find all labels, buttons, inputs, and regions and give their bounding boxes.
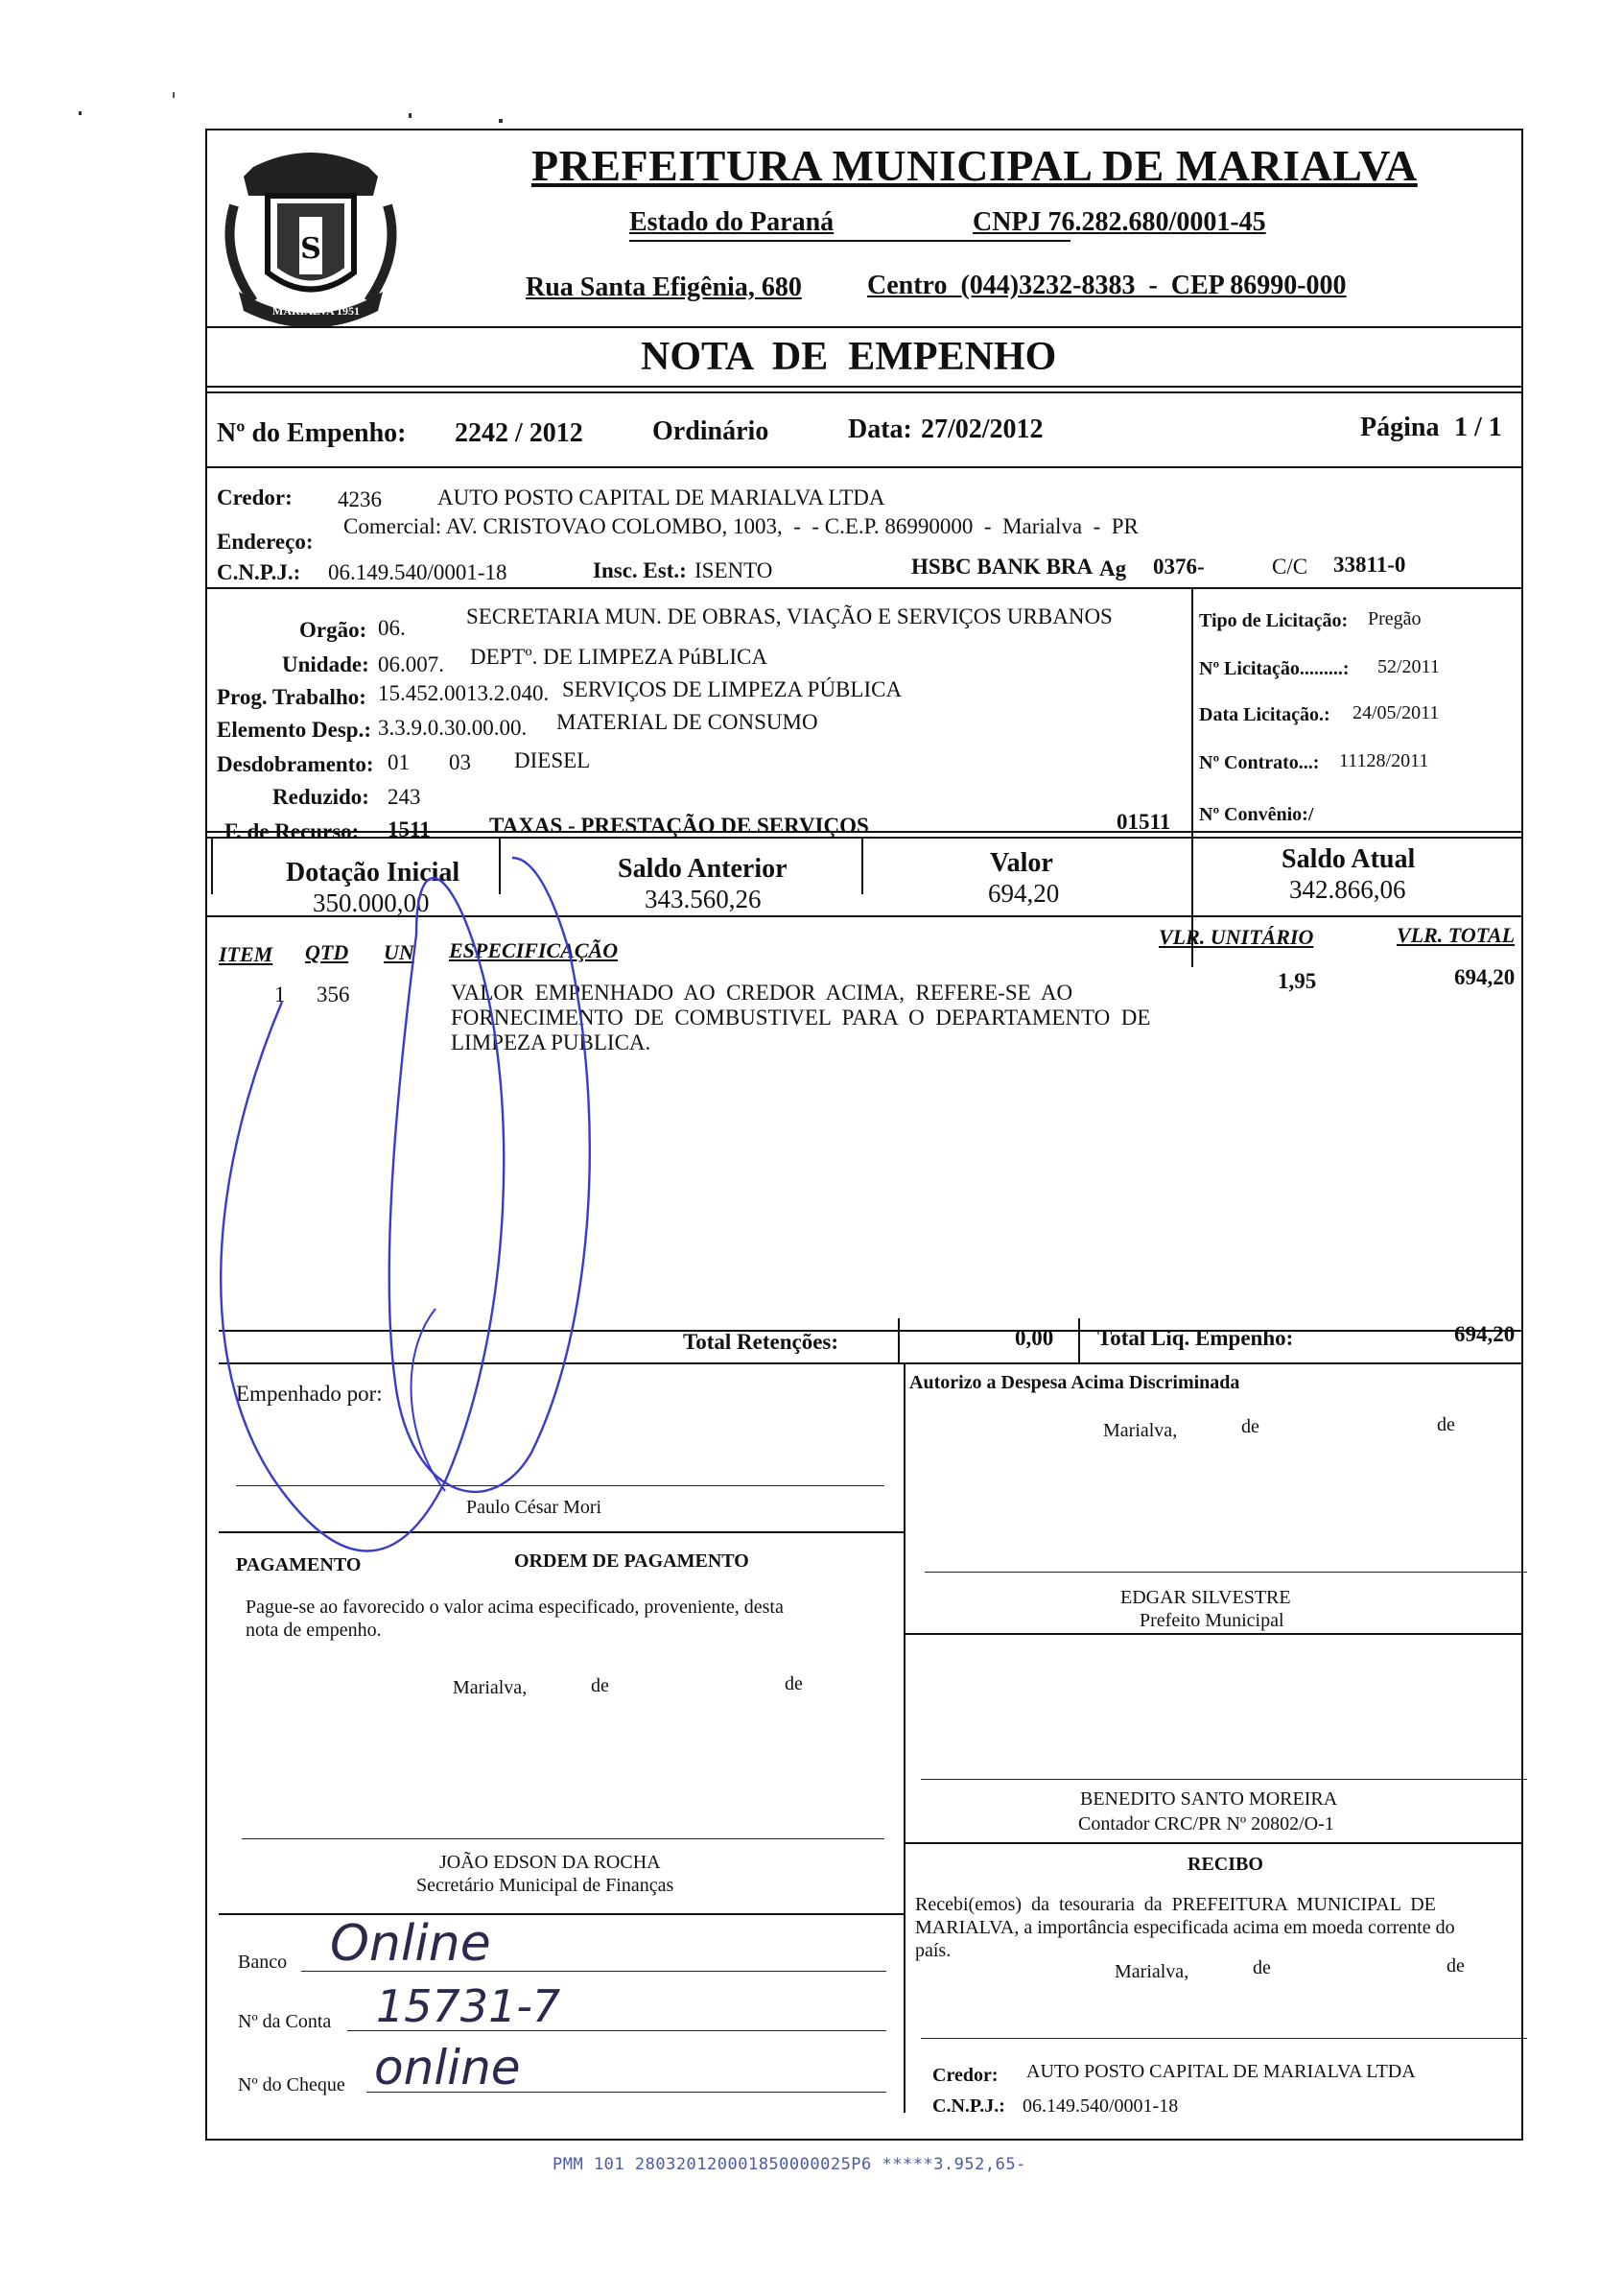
footer-code: PMM 101 280320120001850000025P6 *****3.952,65- — [553, 2155, 1026, 2174]
col-qtd: QTD — [305, 940, 349, 964]
state-label: Estado do Paraná — [629, 207, 835, 237]
autorizo-de: de — [1437, 1414, 1455, 1435]
reduzido-value: 243 — [388, 785, 421, 809]
row-qtd: 356 — [317, 982, 350, 1006]
pagamento-text: nota de empenho. — [246, 1620, 382, 1641]
unidade-name: DEPTº. DE LIMPEZA PúBLICA — [470, 645, 767, 669]
ag-label: Ag — [1099, 556, 1127, 580]
liq-empenho-value: 694,20 — [1454, 1322, 1516, 1346]
desd-2: 03 — [449, 750, 471, 774]
dotacao-inicial-value: 350.000,00 — [313, 888, 430, 917]
conta-handwritten: 15731-7 — [376, 1980, 561, 2032]
recibo-title: RECIBO — [1188, 1854, 1263, 1875]
valor-value: 694,20 — [988, 879, 1060, 908]
empenho-number-label: Nº do Empenho: — [217, 418, 407, 448]
elemento-label: Elemento Desp.: — [217, 718, 371, 742]
dotacao-inicial-label: Dotação Inicial — [286, 858, 460, 888]
credor-name: AUTO POSTO CAPITAL DE MARIALVA LTDA — [437, 485, 885, 509]
credor-cnpj: 06.149.540/0001-18 — [328, 560, 507, 584]
scan-speck — [499, 119, 503, 123]
pen-signature — [205, 129, 1523, 2141]
recurso-code-right: 01511 — [1117, 810, 1171, 834]
orgao-code: 06. — [378, 616, 406, 640]
empenho-date: 27/02/2012 — [921, 414, 1044, 444]
header-contact: Centro (044)3232-8383 - CEP 86990-000 — [867, 271, 1347, 300]
cnpj-label: C.N.P.J.: — [217, 560, 301, 584]
insc-label: Insc. Est.: — [593, 558, 687, 582]
desd-1: 01 — [388, 750, 410, 774]
saldo-anterior-value: 343.560,26 — [645, 885, 762, 913]
contrato-number: 11128/2011 — [1339, 750, 1429, 771]
row-spec-line: LIMPEZA PUBLICA. — [451, 1030, 651, 1054]
credor-address: Comercial: AV. CRISTOVAO COLOMBO, 1003, - - C.E.P. 86990000 - Marialva - PR — [343, 514, 1139, 538]
autorizo-label: Autorizo a Despesa Acima Discriminada — [909, 1372, 1240, 1393]
contador-role: Contador CRC/PR Nº 20802/O-1 — [1078, 1813, 1334, 1834]
recibo-cnpj-label: C.N.P.J.: — [932, 2095, 1005, 2117]
credor-code: 4236 — [338, 487, 382, 511]
recurso-label: F. de Recurso: — [224, 819, 360, 843]
cheque-handwritten: online — [374, 2040, 521, 2095]
row-total-value: 694,20 — [1454, 965, 1516, 989]
data-licitacao: 24/05/2011 — [1352, 702, 1440, 723]
secretario-name: JOÃO EDSON DA ROCHA — [439, 1852, 661, 1873]
ordem-pagamento-label: ORDEM DE PAGAMENTO — [514, 1550, 749, 1572]
unidade-code: 06.007. — [378, 652, 444, 676]
col-vlr-unitario: VLR. UNITÁRIO — [1159, 925, 1314, 949]
prog-label: Prog. Trabalho: — [217, 685, 366, 709]
tipo-licitacao: Pregão — [1368, 608, 1422, 629]
prog-code: 15.452.0013.2.040. — [378, 681, 550, 705]
row-spec-line: FORNECIMENTO DE COMBUSTIVEL PARA O DEPARTAMENTO DE — [451, 1006, 1151, 1030]
recibo-text: país. — [915, 1940, 952, 1961]
recibo-credor-name: AUTO POSTO CAPITAL DE MARIALVA LTDA — [1026, 2061, 1416, 2082]
cc-value: 33811-0 — [1333, 553, 1406, 577]
tipo-licitacao-label: Tipo de Licitação: — [1199, 610, 1349, 631]
retencoes-value: 0,00 — [1015, 1326, 1054, 1350]
conta-label: Nº da Conta — [238, 2011, 332, 2032]
row-spec-line: VALOR EMPENHADO AO CREDOR ACIMA, REFERE-SE AO — [451, 981, 1073, 1005]
ag-value: 0376- — [1153, 555, 1205, 579]
empenho-type: Ordinário — [652, 416, 769, 446]
recibo-de: de — [1447, 1955, 1465, 1976]
cheque-label: Nº do Cheque — [238, 2074, 345, 2095]
empenho-date-label: Data: — [848, 414, 912, 444]
convenio-label: Nº Convênio:/ — [1199, 804, 1314, 825]
page-label: Página — [1360, 413, 1440, 442]
reduzido-label: Reduzido: — [272, 785, 369, 809]
pagamento-de: de — [785, 1673, 803, 1694]
empenhado-por-label: Empenhado por: — [236, 1382, 383, 1406]
document-title: NOTA DE EMPENHO — [641, 335, 1057, 379]
recurso-code: 1511 — [388, 817, 431, 841]
svg-text:S: S — [300, 232, 321, 266]
pagamento-city: Marialva, — [453, 1677, 528, 1698]
col-especificacao: ESPECIFICAÇÃO — [449, 938, 619, 962]
col-un: UN — [384, 940, 414, 964]
retencoes-label: Total Retenções: — [683, 1330, 839, 1354]
secretario-role: Secretário Municipal de Finanças — [416, 1875, 674, 1896]
nota-de-empenho-form — [205, 129, 1523, 2141]
pagamento-text: Pague-se ao favorecido o valor acima especificado, proveniente, desta — [246, 1597, 784, 1618]
cc-label: C/C — [1272, 555, 1308, 579]
prefeito-name: EDGAR SILVESTRE — [1120, 1587, 1291, 1608]
scan-speck — [79, 111, 82, 115]
valor-label: Valor — [990, 848, 1053, 878]
orgao-label: Orgão: — [299, 618, 367, 642]
col-item: ITEM — [219, 942, 273, 966]
header-address: Rua Santa Efigênia, 680 — [526, 272, 802, 302]
desd-name: DIESEL — [514, 748, 591, 772]
empenhado-por-name: Paulo César Mori — [466, 1497, 602, 1518]
contador-name: BENEDITO SANTO MOREIRA — [1080, 1788, 1338, 1810]
elemento-name: MATERIAL DE CONSUMO — [556, 710, 818, 734]
unidade-label: Unidade: — [282, 652, 369, 676]
saldo-atual-label: Saldo Atual — [1282, 844, 1416, 874]
orgao-name: SECRETARIA MUN. DE OBRAS, VIAÇÃO E SERVIÇOS URBANOS — [466, 604, 1113, 628]
recibo-city: Marialva, — [1115, 1961, 1189, 1982]
recibo-text: MARIALVA, a importância especificada acima em moeda corrente do — [915, 1917, 1455, 1938]
prefeito-role: Prefeito Municipal — [1140, 1610, 1284, 1631]
recibo-cnpj: 06.149.540/0001-18 — [1023, 2095, 1179, 2117]
elemento-code: 3.3.9.0.30.00.00. — [378, 716, 528, 740]
pagamento-label: PAGAMENTO — [236, 1554, 362, 1575]
banco-label: Banco — [238, 1952, 288, 1973]
municipality-title: PREFEITURA MUNICIPAL DE MARIALVA — [531, 141, 1418, 190]
credor-label: Credor: — [217, 485, 293, 509]
empenho-number: 2242 / 2012 — [455, 418, 583, 448]
desdobramento-label: Desdobramento: — [217, 752, 374, 776]
numero-licitacao-label: Nº Licitação.........: — [1199, 658, 1350, 679]
scan-speck — [173, 92, 175, 98]
autorizo-city: Marialva, — [1103, 1420, 1178, 1441]
seal-text: MARIALVA 1951 — [272, 304, 361, 318]
banco-handwritten: Online — [330, 1915, 491, 1973]
autorizo-de: de — [1241, 1416, 1259, 1437]
pagamento-de: de — [591, 1675, 609, 1696]
bank-name: HSBC BANK BRA — [911, 555, 1094, 579]
page-number: 1 / 1 — [1454, 413, 1502, 442]
recibo-text: Recebi(emos) da tesouraria da PREFEITURA MUNICIPAL DE — [915, 1894, 1436, 1915]
scan-speck — [409, 113, 412, 118]
data-licitacao-label: Data Licitação.: — [1199, 704, 1330, 725]
recurso-name: TAXAS - PRESTAÇÃO DE SERVIÇOS — [489, 814, 869, 838]
recibo-de: de — [1253, 1957, 1271, 1978]
col-vlr-total: VLR. TOTAL — [1397, 923, 1516, 947]
liq-empenho-label: Total Liq. Empenho: — [1097, 1326, 1294, 1350]
header-cnpj: CNPJ 76.282.680/0001-45 — [973, 207, 1266, 237]
endereco-label: Endereço: — [217, 530, 314, 554]
contrato-label: Nº Contrato...: — [1199, 752, 1320, 773]
saldo-atual-value: 342.866,06 — [1289, 875, 1406, 904]
insc-value: ISENTO — [694, 558, 773, 582]
row-unit-value: 1,95 — [1278, 969, 1317, 993]
numero-licitacao: 52/2011 — [1377, 656, 1440, 677]
recibo-credor-label: Credor: — [932, 2065, 999, 2086]
row-item: 1 — [274, 982, 286, 1006]
saldo-anterior-label: Saldo Anterior — [618, 854, 788, 884]
prog-name: SERVIÇOS DE LIMPEZA PÚBLICA — [562, 677, 903, 701]
